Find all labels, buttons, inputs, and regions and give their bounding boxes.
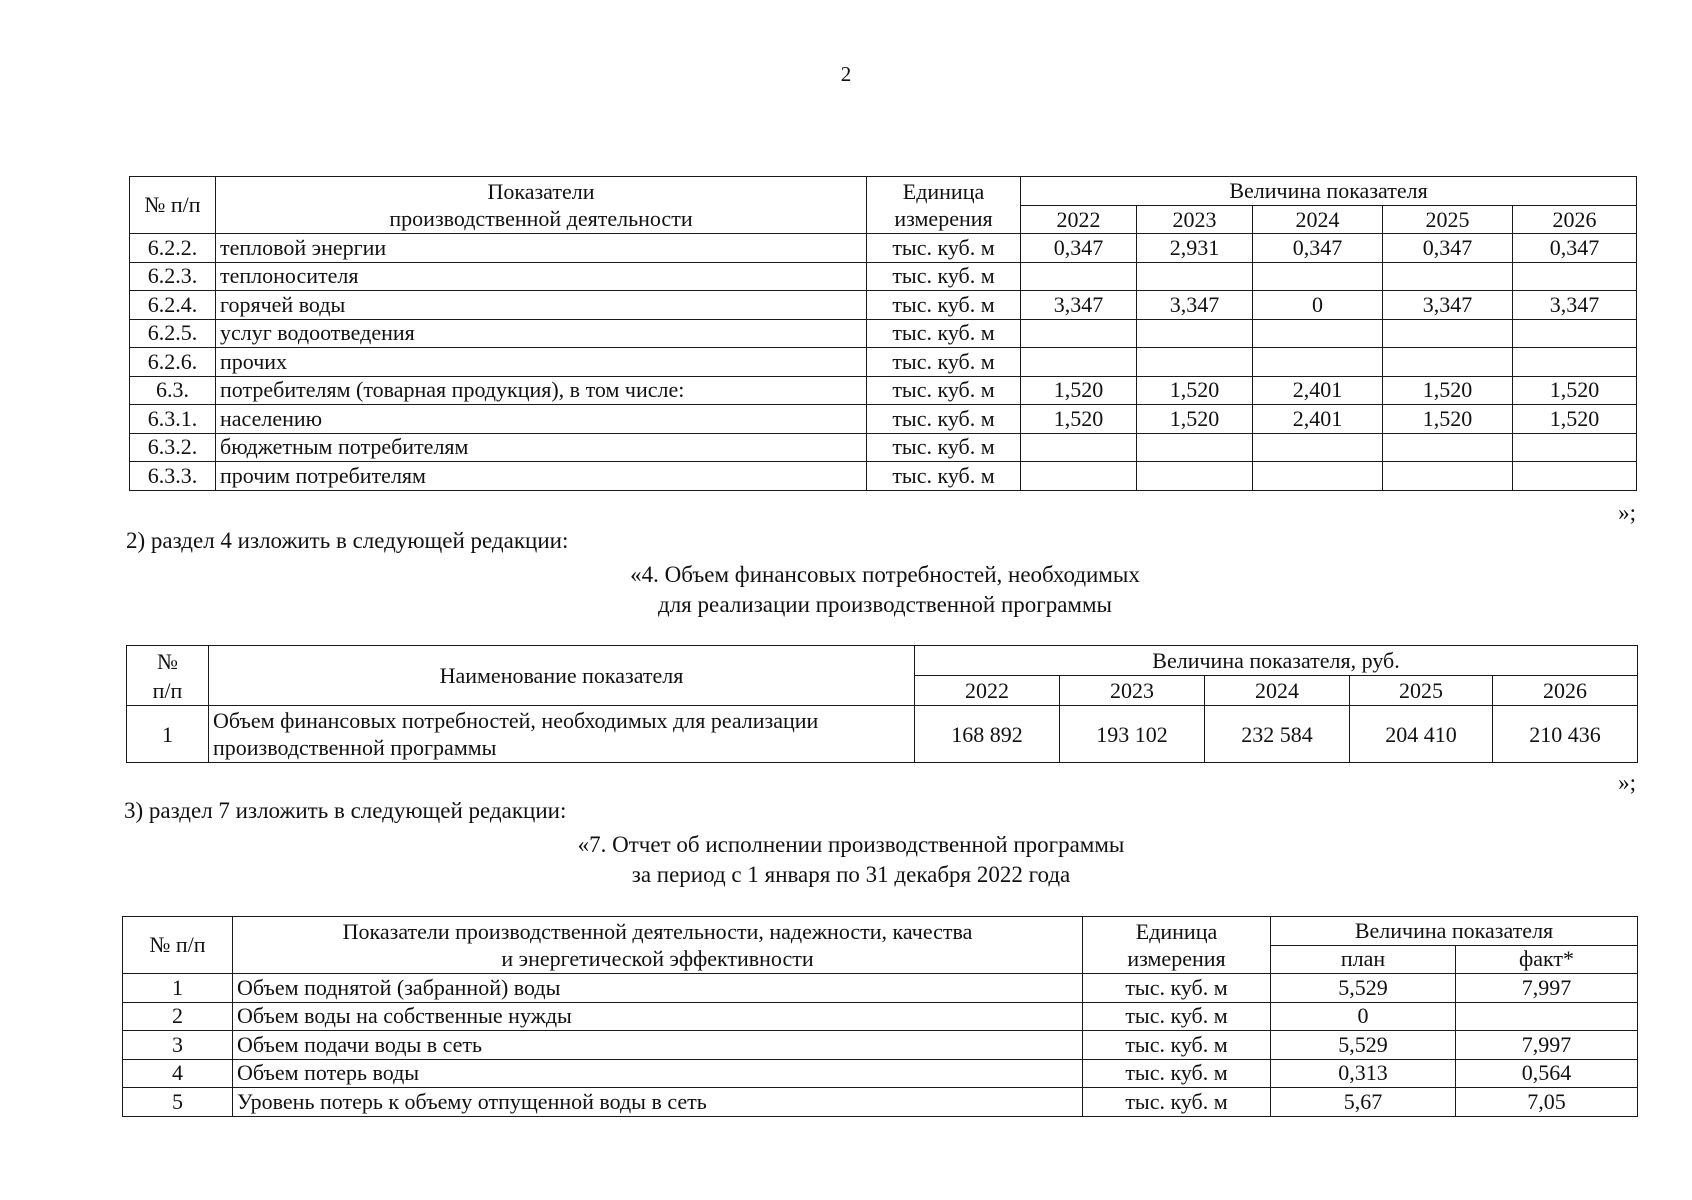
- header-year: 2022: [915, 676, 1060, 706]
- header-num: № п/п: [127, 646, 209, 706]
- row-value: 1,520: [1383, 376, 1513, 405]
- header-year: 2024: [1205, 676, 1350, 706]
- row-unit: тыс. куб. м: [867, 348, 1021, 377]
- header-year: 2022: [1021, 205, 1137, 234]
- table-row: [127, 706, 1638, 763]
- row-value: 204 410: [1350, 706, 1493, 763]
- row-unit: тыс. куб. м: [867, 433, 1021, 462]
- table-row: [130, 319, 1637, 348]
- row-value: 1,520: [1383, 405, 1513, 434]
- row-fact: 7,997: [1456, 1031, 1638, 1060]
- section7-heading-line2: за период с 1 января по 31 декабря 2022 года: [631, 862, 1071, 887]
- row-value: 0,347: [1253, 234, 1383, 263]
- page-number: 2: [840, 62, 852, 86]
- row-value: 3,347: [1383, 291, 1513, 320]
- row-unit: тыс. куб. м: [867, 319, 1021, 348]
- row-name: потребителям (товарная продукция), в том числе:: [216, 376, 867, 405]
- row-unit: тыс. куб. м: [1083, 1059, 1271, 1088]
- row-value: 193 102: [1060, 706, 1205, 763]
- row-value: [1253, 262, 1383, 291]
- row-num: 6.3.: [130, 376, 216, 405]
- row-fact: 0,564: [1456, 1059, 1638, 1088]
- table-row: [130, 405, 1637, 434]
- table-row: [123, 1059, 1638, 1088]
- table-row: [130, 234, 1637, 263]
- table-row: [130, 433, 1637, 462]
- row-value: [1137, 348, 1253, 377]
- row-name: Объем потерь воды: [233, 1059, 1083, 1088]
- row-value: 210 436: [1493, 706, 1638, 763]
- header-fact: факт*: [1456, 945, 1638, 974]
- row-num: 6.2.5.: [130, 319, 216, 348]
- row-value: [1137, 319, 1253, 348]
- row-name: Объем воды на собственные нужды: [233, 1002, 1083, 1031]
- row-value: 0,347: [1021, 234, 1137, 263]
- header-num: № п/п: [130, 177, 216, 234]
- row-name: услуг водоотведения: [216, 319, 867, 348]
- row-name: горячей воды: [216, 291, 867, 320]
- row-value: [1513, 348, 1637, 377]
- row-num: 4: [123, 1059, 233, 1088]
- close-quote: »;: [1618, 500, 1636, 525]
- row-num: 2: [123, 1002, 233, 1031]
- row-value: [1383, 262, 1513, 291]
- header-value-group: Величина показателя, руб.: [915, 646, 1638, 676]
- row-num: 3: [123, 1031, 233, 1060]
- row-value: 1,520: [1137, 405, 1253, 434]
- row-value: 2,931: [1137, 234, 1253, 263]
- row-value: [1137, 462, 1253, 491]
- row-num: 6.3.1.: [130, 405, 216, 434]
- row-num: 6.2.3.: [130, 262, 216, 291]
- header-year: 2025: [1350, 676, 1493, 706]
- row-value: 1,520: [1513, 405, 1637, 434]
- row-name: Объем поднятой (забранной) воды: [233, 974, 1083, 1003]
- row-unit: тыс. куб. м: [867, 462, 1021, 491]
- table-row: [123, 1002, 1638, 1031]
- row-value: [1021, 348, 1137, 377]
- row-value: [1253, 462, 1383, 491]
- row-value: [1021, 433, 1137, 462]
- row-value: 0,347: [1383, 234, 1513, 263]
- row-value: 1,520: [1021, 405, 1137, 434]
- row-value: [1383, 462, 1513, 491]
- section7-intro: 3) раздел 7 изложить в следующей редакции:: [124, 798, 567, 823]
- row-num: 1: [127, 706, 209, 763]
- row-value: [1513, 462, 1637, 491]
- row-plan: 5,529: [1271, 1031, 1456, 1060]
- row-plan: 5,529: [1271, 974, 1456, 1003]
- header-unit: Единица измерения: [1083, 917, 1271, 974]
- header-year: 2024: [1253, 205, 1383, 234]
- header-year: 2025: [1383, 205, 1513, 234]
- row-plan: 0,313: [1271, 1059, 1456, 1088]
- row-value: [1513, 319, 1637, 348]
- row-value: 232 584: [1205, 706, 1350, 763]
- header-unit: Единица измерения: [867, 177, 1021, 234]
- row-value: 1,520: [1021, 376, 1137, 405]
- row-value: [1253, 319, 1383, 348]
- header-indicator: Показатели производственной деятельности: [216, 177, 867, 234]
- header-year: 2026: [1513, 205, 1637, 234]
- row-value: 2,401: [1253, 376, 1383, 405]
- row-num: 6.3.2.: [130, 433, 216, 462]
- row-num: 5: [123, 1088, 233, 1117]
- row-unit: тыс. куб. м: [867, 405, 1021, 434]
- row-unit: тыс. куб. м: [1083, 974, 1271, 1003]
- table-row: [130, 262, 1637, 291]
- row-value: 2,401: [1253, 405, 1383, 434]
- table-row: [123, 1088, 1638, 1117]
- row-num: 1: [123, 974, 233, 1003]
- header-year: 2023: [1137, 205, 1253, 234]
- row-unit: тыс. куб. м: [867, 376, 1021, 405]
- row-value: [1513, 433, 1637, 462]
- table-row: [130, 348, 1637, 377]
- program-report-table: [122, 916, 1638, 1117]
- row-unit: тыс. куб. м: [1083, 1088, 1271, 1117]
- header-value-group: Величина показателя: [1271, 917, 1638, 946]
- row-value: [1383, 348, 1513, 377]
- row-value: 0: [1253, 291, 1383, 320]
- header-plan: план: [1271, 945, 1456, 974]
- row-name: теплоносителя: [216, 262, 867, 291]
- row-value: [1513, 262, 1637, 291]
- table-row: [123, 1031, 1638, 1060]
- table-row: [130, 462, 1637, 491]
- row-value: [1383, 433, 1513, 462]
- row-name: тепловой энергии: [216, 234, 867, 263]
- row-value: [1137, 433, 1253, 462]
- row-unit: тыс. куб. м: [867, 262, 1021, 291]
- row-value: 3,347: [1513, 291, 1637, 320]
- row-num: 6.2.2.: [130, 234, 216, 263]
- row-value: [1021, 319, 1137, 348]
- table-row: [123, 974, 1638, 1003]
- section4-intro: 2) раздел 4 изложить в следующей редакции:: [126, 528, 569, 553]
- row-value: 1,520: [1513, 376, 1637, 405]
- header-name: Наименование показателя: [209, 646, 915, 706]
- row-fact: 7,997: [1456, 974, 1638, 1003]
- row-value: [1137, 262, 1253, 291]
- row-name: прочих: [216, 348, 867, 377]
- header-value-group: Величина показателя: [1021, 177, 1637, 206]
- row-plan: 5,67: [1271, 1088, 1456, 1117]
- row-name: бюджетным потребителям: [216, 433, 867, 462]
- row-plan: 0: [1271, 1002, 1456, 1031]
- header-num: № п/п: [123, 917, 233, 974]
- section7-heading-line1: «7. Отчет об исполнении производственной программы: [577, 832, 1125, 857]
- row-value: [1021, 462, 1137, 491]
- row-value: [1383, 319, 1513, 348]
- row-unit: тыс. куб. м: [867, 234, 1021, 263]
- production-indicators-table: [129, 176, 1637, 491]
- row-name: прочим потребителям: [216, 462, 867, 491]
- row-value: [1253, 433, 1383, 462]
- row-num: 6.2.4.: [130, 291, 216, 320]
- row-value: [1253, 348, 1383, 377]
- row-fact: 7,05: [1456, 1088, 1638, 1117]
- row-name: населению: [216, 405, 867, 434]
- row-name: Уровень потерь к объему отпущенной воды в сеть: [233, 1088, 1083, 1117]
- financial-needs-table: [126, 645, 1638, 763]
- row-name: Объем финансовых потребностей, необходимых для реализации производственной программы: [209, 706, 915, 763]
- table-row: [130, 376, 1637, 405]
- header-year: 2023: [1060, 676, 1205, 706]
- row-value: [1021, 262, 1137, 291]
- header-year: 2026: [1493, 676, 1638, 706]
- table-row: [130, 291, 1637, 320]
- row-unit: тыс. куб. м: [867, 291, 1021, 320]
- row-num: 6.3.3.: [130, 462, 216, 491]
- row-value: 0,347: [1513, 234, 1637, 263]
- section4-heading-line1: «4. Объем финансовых потребностей, необходимых: [630, 562, 1140, 587]
- row-value: 3,347: [1137, 291, 1253, 320]
- row-unit: тыс. куб. м: [1083, 1031, 1271, 1060]
- row-unit: тыс. куб. м: [1083, 1002, 1271, 1031]
- row-value: 168 892: [915, 706, 1060, 763]
- header-indicator: Показатели производственной деятельности, надежности, качества и энергетической эффективности: [233, 917, 1083, 974]
- close-quote: »;: [1618, 770, 1636, 795]
- row-fact: [1456, 1002, 1638, 1031]
- row-value: 3,347: [1021, 291, 1137, 320]
- row-name: Объем подачи воды в сеть: [233, 1031, 1083, 1060]
- row-num: 6.2.6.: [130, 348, 216, 377]
- section4-heading-line2: для реализации производственной программы: [658, 592, 1112, 617]
- row-value: 1,520: [1137, 376, 1253, 405]
